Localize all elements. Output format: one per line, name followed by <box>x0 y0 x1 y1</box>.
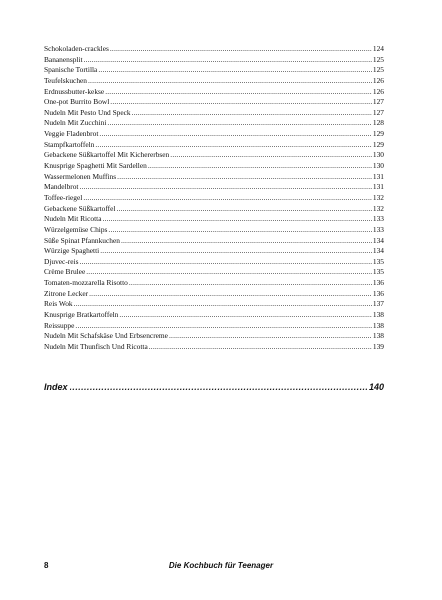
toc-entry[interactable] <box>44 236 384 247</box>
toc-entry[interactable] <box>44 76 384 87</box>
toc-entry[interactable] <box>44 204 384 215</box>
toc-entry[interactable] <box>44 129 384 140</box>
toc-dot-leader <box>98 65 372 76</box>
toc-entry-page: 129 <box>372 129 384 139</box>
toc-entry-page: 131 <box>372 171 384 181</box>
toc-dot-leader <box>86 267 372 278</box>
toc-entry-title: Mandelbrot <box>44 182 79 192</box>
toc-entry-page: 132 <box>372 203 384 213</box>
toc-entry-page: 133 <box>372 214 384 224</box>
toc-entry-page: 136 <box>372 288 384 298</box>
toc-entry-title: Teufelskuchen <box>44 75 87 85</box>
toc-entry-title: Würzige Spaghetti <box>44 246 100 256</box>
toc-entry-title: Stampfkartoffeln <box>44 139 95 149</box>
toc-entry[interactable] <box>44 118 384 129</box>
footer-page-number: 8 <box>44 561 49 570</box>
toc-entry[interactable] <box>44 214 384 225</box>
toc-entry-page: 128 <box>372 118 384 128</box>
toc-entry[interactable] <box>44 172 384 183</box>
toc-entry-page: 134 <box>372 246 384 256</box>
toc-entry[interactable] <box>44 267 384 278</box>
toc-dot-leader <box>84 55 372 66</box>
toc-dot-leader <box>99 129 372 140</box>
toc-dot-leader <box>105 87 372 98</box>
toc-entry[interactable] <box>44 150 384 161</box>
toc-dot-leader <box>132 108 372 119</box>
toc-entry-page: 127 <box>372 107 384 117</box>
toc-entry-title: Zitrone Lecker <box>44 288 89 298</box>
toc-entry-page: 126 <box>372 86 384 96</box>
toc-dot-leader <box>107 118 372 129</box>
toc-entry[interactable] <box>44 278 384 289</box>
toc-entry-page: 129 <box>372 139 384 149</box>
toc-entry-page: 124 <box>372 44 384 53</box>
toc-entry-title: Erdnussbutter-kekse <box>44 86 105 96</box>
footer-book-title: Die Kochbuch für Teenager <box>168 561 274 570</box>
toc-entry-title: Nudeln Mit Ricotta <box>44 214 102 224</box>
toc-entry-page: 125 <box>372 54 384 64</box>
toc-entry-title: Würzelgemüse Chips <box>44 224 108 234</box>
toc-entry-title: Knusprige Spaghetti Mit Sardellen <box>44 161 147 171</box>
toc-dot-leader <box>88 76 372 87</box>
toc-entry[interactable] <box>44 97 384 108</box>
toc-entry-page: 134 <box>372 235 384 245</box>
toc-entry-page: 139 <box>372 341 384 351</box>
toc-index-entry[interactable] <box>44 382 384 392</box>
toc-entry-page: 138 <box>372 310 384 320</box>
toc-dot-leader <box>79 257 371 268</box>
toc-dot-leader <box>129 278 372 289</box>
toc-entry-title: Spanische Tortilla <box>44 65 98 75</box>
toc-dot-leader <box>110 97 372 108</box>
toc-entry-page: 138 <box>372 320 384 330</box>
toc-entry[interactable] <box>44 299 384 310</box>
toc-entry-page: 125 <box>372 65 384 75</box>
toc-dot-leader <box>75 321 372 332</box>
toc-entry-title: Tomaten-mozzarella Risotto <box>44 278 128 288</box>
toc-dot-leader <box>119 310 372 321</box>
toc-entry-page: 132 <box>372 192 384 202</box>
toc-dot-leader <box>116 204 371 215</box>
toc-entry[interactable] <box>44 108 384 119</box>
toc-dot-leader <box>79 182 371 193</box>
toc-entry[interactable] <box>44 193 384 204</box>
toc-dot-leader <box>108 225 371 236</box>
toc-entry-page: 126 <box>372 75 384 85</box>
toc-entry-title: Nudeln Mit Pesto Und Speck <box>44 107 131 117</box>
toc-entry[interactable] <box>44 310 384 321</box>
toc-entry[interactable] <box>44 65 384 76</box>
toc-entry[interactable] <box>44 182 384 193</box>
toc-entry[interactable] <box>44 87 384 98</box>
toc-dot-leader <box>170 150 372 161</box>
toc-entry[interactable] <box>44 289 384 300</box>
toc-dot-leader <box>89 289 372 300</box>
toc-dot-leader <box>74 299 372 310</box>
toc-entry-title: Crème Brulee <box>44 267 86 277</box>
toc-entry[interactable] <box>44 321 384 332</box>
toc-entry[interactable] <box>44 161 384 172</box>
toc-entry[interactable] <box>44 342 384 353</box>
toc-entry-page: 133 <box>372 224 384 234</box>
toc-entry-title: Nudeln Mit Thunfisch Und Ricotta <box>44 341 148 351</box>
toc-dot-leader <box>95 140 372 151</box>
toc-entry-title: Schokoladen-crackles <box>44 44 109 53</box>
toc-entry-title: Toffee-riegel <box>44 192 83 202</box>
toc-index-title: Index <box>44 382 68 392</box>
toc-entry[interactable] <box>44 331 384 342</box>
toc-dot-leader <box>149 342 372 353</box>
toc-entry-page: 127 <box>372 97 384 107</box>
toc-entry-page: 130 <box>372 150 384 160</box>
toc-dot-leader <box>83 193 372 204</box>
toc-entry-title: Reissuppe <box>44 320 75 330</box>
toc-entry-title: Gebackene Süßkartoffel Mit Kichererbsen <box>44 150 170 160</box>
toc-entry-title: Knusprige Bratkartoffeln <box>44 310 119 320</box>
toc-entry-title: Veggie Fladenbrot <box>44 129 99 139</box>
toc-entry-page: 131 <box>372 182 384 192</box>
toc-entry[interactable] <box>44 246 384 257</box>
toc-entry[interactable] <box>44 55 384 66</box>
toc-dot-leader <box>121 236 372 247</box>
toc-dot-leader <box>148 161 372 172</box>
toc-entry-title: Nudeln Mit Zucchini <box>44 118 107 128</box>
toc-entry-title: Djuvec-reis <box>44 256 79 266</box>
toc-dot-leader <box>102 214 371 225</box>
toc-entry[interactable] <box>44 44 384 55</box>
toc-dot-leader <box>117 172 372 183</box>
toc-dot-leader <box>70 382 367 392</box>
toc-entry[interactable] <box>44 225 384 236</box>
toc-dot-leader <box>100 246 372 257</box>
toc-entry-page: 137 <box>372 299 384 309</box>
toc-dot-leader <box>110 44 372 55</box>
toc-entry-page: 138 <box>372 331 384 341</box>
toc-entry-page: 135 <box>372 256 384 266</box>
table-of-contents <box>44 44 384 353</box>
toc-entry-title: Wassermelonen Muffins <box>44 171 117 181</box>
toc-entry-title: Bananensplit <box>44 54 83 64</box>
toc-entry-title: Nudeln Mit Schafskäse Und Erbsencreme <box>44 331 168 341</box>
toc-entry-page: 136 <box>372 278 384 288</box>
toc-entry-title: Gebackene Süßkartoffel <box>44 203 116 213</box>
toc-entry-title: One-pot Burrito Bowl <box>44 97 110 107</box>
toc-index-page: 140 <box>368 382 384 392</box>
toc-entry[interactable] <box>44 257 384 268</box>
toc-entry-title: Süße Spinat Pfannkuchen <box>44 235 120 245</box>
toc-entry-page: 130 <box>372 161 384 171</box>
toc-entry-page: 135 <box>372 267 384 277</box>
toc-entry-title: Reis Wok <box>44 299 73 309</box>
toc-dot-leader <box>169 331 372 342</box>
toc-entry[interactable] <box>44 140 384 151</box>
